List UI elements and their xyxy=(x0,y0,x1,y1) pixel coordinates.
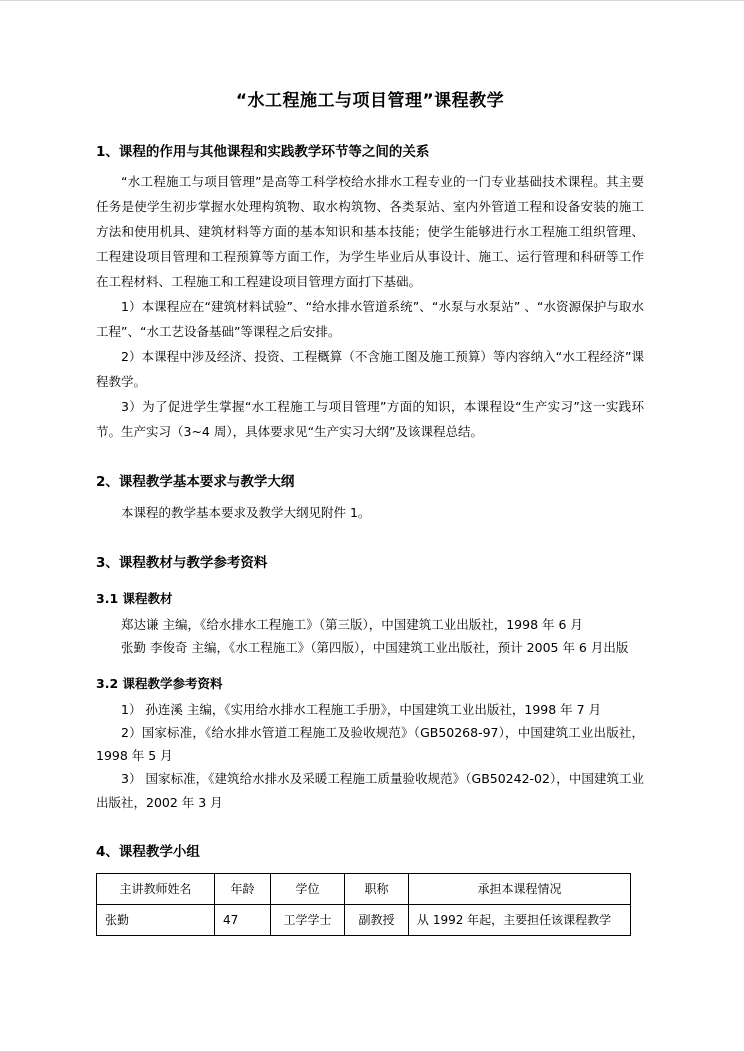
column-header-degree: 学位 xyxy=(271,874,345,905)
section-heading-3: 3、课程教材与教学参考资料 xyxy=(96,554,268,571)
section-1-paragraph-3: 2）本课程中涉及经济、投资、工程概算（不含施工图及施工预算）等内容纳入“水工程经济”课程教学。 xyxy=(96,349,644,390)
cell-teacher-duty: 从 1992 年起，主要担任该课程教学 xyxy=(409,905,631,936)
teaching-group-table xyxy=(96,873,631,936)
section-1-paragraph-2: 1）本课程应在“建筑材料试验”、“给水排水管道系统”、“水泵与水泵站” 、“水资源保护与取水工程”、“水工艺设备基础”等课程之后安排。 xyxy=(96,299,644,340)
table-row xyxy=(97,905,631,936)
document-content xyxy=(96,52,644,936)
reference-item-2: 2）国家标准，《给水排水管道工程施工及验收规范》（GB50268-97），中国建筑工业出版社，1998 年 5 月 xyxy=(96,725,644,764)
column-header-duty: 承担本课程情况 xyxy=(409,874,631,905)
section-1-paragraph-4: 3）为了促进学生掌握“水工程施工与项目管理”方面的知识，本课程设“生产实习”这一实践环节。生产实习（3~4 周），具体要求见“生产实习大纲”及该课程总结。 xyxy=(96,399,644,440)
page-title: “水工程施工与项目管理”课程教学 xyxy=(235,91,505,111)
section-heading-2: 2、课程教学基本要求与教学大纲 xyxy=(96,474,295,491)
page-bottom-edge xyxy=(0,1045,744,1052)
subsection-heading-3-2: 3.2 课程教学参考资料 xyxy=(96,676,223,692)
cell-teacher-title: 副教授 xyxy=(345,905,409,936)
column-header-name: 主讲教师姓名 xyxy=(97,874,215,905)
section-heading-1: 1、课程的作用与其他课程和实践教学环节等之间的关系 xyxy=(96,143,430,160)
reference-item-3: 3） 国家标准，《建筑给水排水及采暖工程施工质量验收规范》（GB50242-02），中国建筑工业出版社，2002 年 3 月 xyxy=(96,771,644,810)
column-header-age: 年龄 xyxy=(215,874,271,905)
section-1-paragraph-1: “水工程施工与项目管理”是高等工科学校给水排水工程专业的一门专业基础技术课程。其主要任务是使学生初步掌握水处理构筑物、取水构筑物、各类泵站、室内外管道工程和设备安装的施工方法和使用机具、建筑材料等方面的基本知识和基本技能；使学生能够进行水工程施工组织管理、工程建设项目管理和工程预算等方面工作，为学生毕业后从事设计、施工、运行管理和科研等工作在工程材料、工程施工和工程建设项目管理方面打下基础。 xyxy=(96,174,644,290)
section-heading-4: 4、课程教学小组 xyxy=(96,843,200,860)
subsection-heading-3-1: 3.1 课程教材 xyxy=(96,590,173,606)
table-header-row xyxy=(97,874,631,905)
textbook-item-2: 张勤 李俊奇 主编，《水工程施工》（第四版），中国建筑工业出版社，预计 2005 年 6 月出版 xyxy=(121,640,629,656)
column-header-title: 职称 xyxy=(345,874,409,905)
cell-teacher-name: 张勤 xyxy=(97,905,215,936)
section-2-paragraph-1: 本课程的教学基本要求及教学大纲见附件 1。 xyxy=(121,504,371,520)
cell-teacher-age: 47 xyxy=(215,905,271,936)
reference-item-1: 1） 孙连溪 主编，《实用给水排水工程施工手册》，中国建筑工业出版社，1998 年 7 月 xyxy=(121,702,602,718)
page-top-edge xyxy=(0,0,744,7)
cell-teacher-degree: 工学学士 xyxy=(271,905,345,936)
textbook-item-1: 郑达谦 主编，《给水排水工程施工》（第三版），中国建筑工业出版社，1998 年 6 月 xyxy=(121,616,583,632)
